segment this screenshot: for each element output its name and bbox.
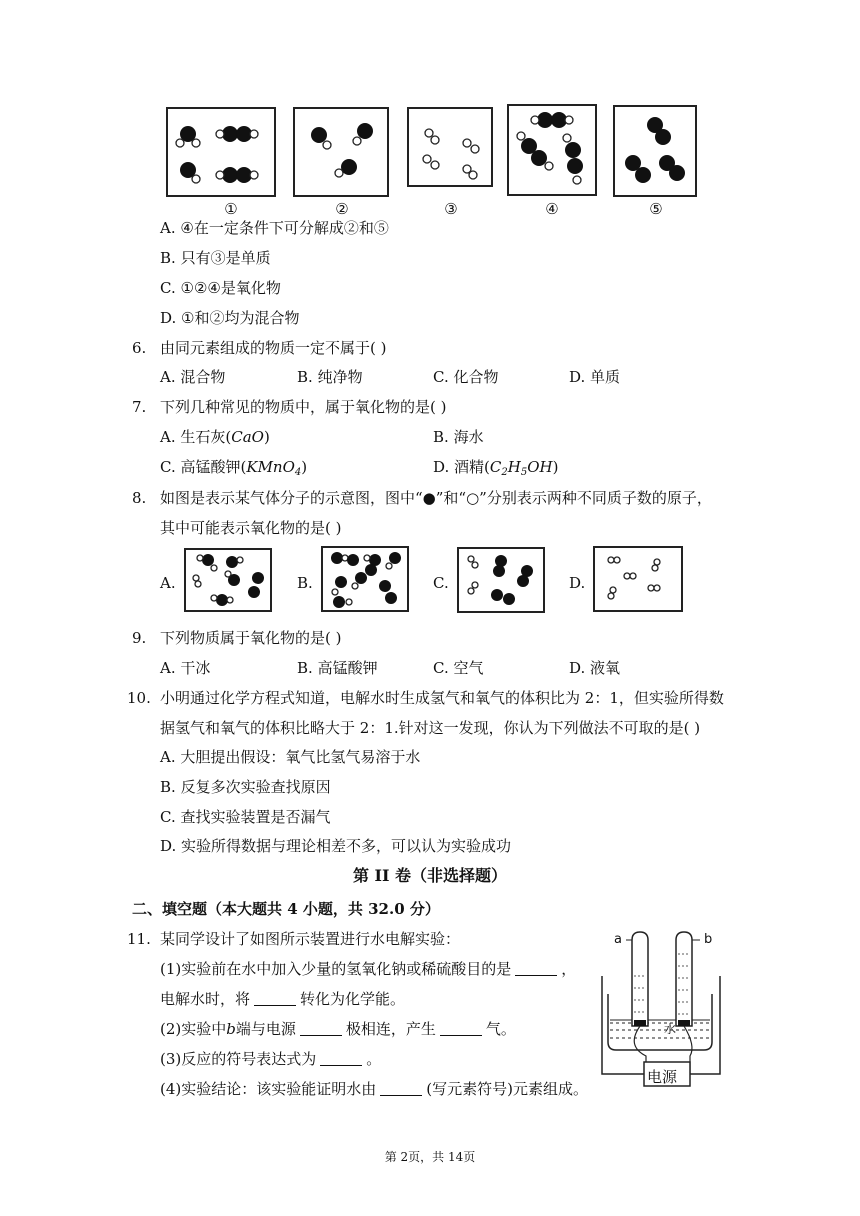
option-text: 混合物 [180,368,226,386]
option-text: ①②④是氧化物 [180,279,281,297]
option-text: 反复多次实验查找原因 [180,778,331,796]
paren: ) [552,458,559,476]
option-letter: D. [160,309,177,327]
q6-option-a[interactable] [160,367,225,387]
text: (1)实验前在水中加入少量的氢氧化钠或稀硫酸目的是 [160,960,512,978]
option-letter: D. [569,368,586,386]
option-text: 只有③是单质 [180,249,271,267]
option-letter: B. [297,368,313,386]
option-text: 单质 [590,368,621,386]
option-letter: A. [160,748,176,766]
q10-number: 10. [127,689,151,707]
q11-part1 [160,959,576,979]
q5-option-c[interactable] [160,278,281,298]
molecule-box-5 [613,105,697,197]
option-letter: D. [569,659,586,677]
tube-label-a: a [614,932,622,947]
q9-option-b[interactable] [297,658,378,678]
q10-option-d[interactable] [160,836,511,856]
option-letter: C. [160,279,176,297]
section-heading: 二、填空题（本大题共 4 小题，共 32.0 分） [132,900,440,918]
box-label-3: ③ [444,200,458,218]
q11-stem: 某同学设计了如图所示装置进行水电解实验： [160,930,461,948]
q7-option-a[interactable] [160,427,270,447]
option-text: 高锰酸钾 [317,659,378,677]
option-letter: D. [160,837,177,855]
q11-number: 11. [127,930,151,948]
part-two-title: 第 II 卷（非选择题） [352,866,508,885]
option-text: 酒精( [454,458,490,476]
q8-stem-line1: 如图是表示某气体分子的示意图，图中“●”和“○”分别表示两种不同质子数的原子， [160,489,712,507]
option-letter: A. [160,428,176,446]
option-letter: B. [433,428,449,446]
q8-option-b-letter[interactable]: B. [297,574,313,592]
q10-stem-line2: 据氢气和氧气的体积比略大于 2：1.针对这一发现，你认为下列做法不可取的是( ) [160,719,701,737]
option-letter: D. [433,458,450,476]
q11-part2 [160,1019,516,1039]
box-label-5: ⑤ [649,200,663,218]
page-footer: 第 2页，共 14页 [384,1150,476,1164]
option-letter: B. [160,249,176,267]
option-text: 大胆提出假设：氧气比氢气易溶于水 [180,748,421,766]
subscript: 5 [520,467,528,478]
option-letter: A. [160,219,176,237]
q10-stem-line1: 小明通过化学方程式知道，电解水时生成氢气和氧气的体积比为 2：1，但实验所得数 [160,689,724,707]
formula: H [507,458,521,476]
option-letter: B. [160,778,176,796]
option-text: 生石灰( [180,428,232,446]
q7-option-b[interactable] [433,427,484,447]
answer-blank[interactable] [320,1051,362,1066]
box-label-1: ① [224,200,238,218]
q10-option-a[interactable] [160,747,420,767]
option-letter: A. [160,659,176,677]
molecule-box-2 [293,107,389,197]
q9-option-a[interactable] [160,658,210,678]
option-letter: C. [160,808,176,826]
tube-label-b: b [704,932,713,947]
q8-number: 8. [132,489,147,507]
option-text: ④在一定条件下可分解成②和⑤ [180,219,389,237]
box-label-4: ④ [545,200,559,218]
answer-blank[interactable] [380,1081,422,1096]
q11-part4 [160,1079,588,1099]
box-label-2: ② [335,200,349,218]
q6-stem: 由同元素组成的物质一定不属于( ) [160,339,387,357]
q8-stem-line2: 其中可能表示氧化物的是( ) [160,519,342,537]
q7-option-d[interactable] [433,457,558,483]
answer-blank[interactable] [515,961,557,976]
q6-option-d[interactable] [569,367,620,387]
q9-stem: 下列物质属于氧化物的是( ) [160,629,342,647]
q9-number: 9. [132,629,147,647]
text: (2)实验中 [160,1020,227,1038]
formula: CaO [231,428,264,446]
option-letter: C. [433,659,449,677]
q8-option-b-figure[interactable] [321,546,409,612]
text: ， [561,960,577,978]
option-letter: C. [433,368,449,386]
text: 电解水时，将 [160,990,251,1008]
q8-option-a-figure[interactable] [184,548,272,612]
molecule-box-4 [507,104,597,196]
option-letter: C. [160,458,176,476]
subscript: 2 [501,467,508,478]
q5-option-a[interactable] [160,218,389,238]
subscript: 4 [294,467,302,478]
q10-option-b[interactable] [160,777,331,797]
answer-blank[interactable] [300,1021,342,1036]
q8-option-c-letter[interactable]: C. [433,574,449,592]
text: 端与电源 [235,1020,296,1038]
molecule-box-1 [166,107,276,197]
option-letter: B. [297,659,313,677]
power-source-label: 电源 [647,1068,678,1086]
text: 极相连，产生 [345,1020,436,1038]
option-text: 干冰 [180,659,211,677]
option-text: 化合物 [453,368,499,386]
q8-option-d-letter[interactable]: D. [569,574,586,592]
q6-option-b[interactable] [297,367,363,387]
option-text: 空气 [453,659,484,677]
q11-part3 [160,1049,381,1069]
q11-part1-cont [160,989,405,1009]
answer-blank[interactable] [254,991,296,1006]
paren: ) [301,458,308,476]
q9-option-d[interactable] [569,658,620,678]
water-label: 水 [664,1022,677,1036]
q5-option-d[interactable] [160,308,300,328]
paren: ) [263,428,270,446]
option-text: 纯净物 [317,368,363,386]
option-text: 高锰酸钾( [180,458,247,476]
option-text: 液氧 [590,659,621,677]
option-text: ①和②均为混合物 [181,309,300,327]
text: (3)反应的符号表达式为 [160,1050,317,1068]
molecule-box-3 [407,107,493,187]
option-text: 查找实验装置是否漏气 [180,808,331,826]
text: (写元素符号)元素组成。 [426,1080,588,1098]
variable: b [226,1020,236,1038]
q6-number: 6. [132,339,147,357]
q8-option-d-figure[interactable] [593,546,683,612]
option-letter: A. [160,368,176,386]
text: 。 [366,1050,382,1068]
q6-option-c[interactable] [433,367,499,387]
formula: C [489,458,502,476]
q8-option-a-letter[interactable]: A. [160,574,176,592]
q5-option-b[interactable] [160,248,271,268]
q7-stem: 下列几种常见的物质中，属于氧化物的是( ) [160,398,447,416]
text: 气。 [485,1020,516,1038]
q10-option-c[interactable] [160,807,331,827]
text: (4)实验结论：该实验能证明水由 [160,1080,377,1098]
text: 转化为化学能。 [300,990,406,1008]
formula: KMnO [246,458,295,476]
answer-blank[interactable] [440,1021,482,1036]
formula: OH [527,458,553,476]
q9-option-c[interactable] [433,658,484,678]
q8-option-c-figure[interactable] [457,547,545,613]
option-text: 实验所得数据与理论相差不多，可以认为实验成功 [181,837,512,855]
q7-number: 7. [132,398,147,416]
q7-option-c[interactable] [160,457,307,483]
option-text: 海水 [453,428,484,446]
